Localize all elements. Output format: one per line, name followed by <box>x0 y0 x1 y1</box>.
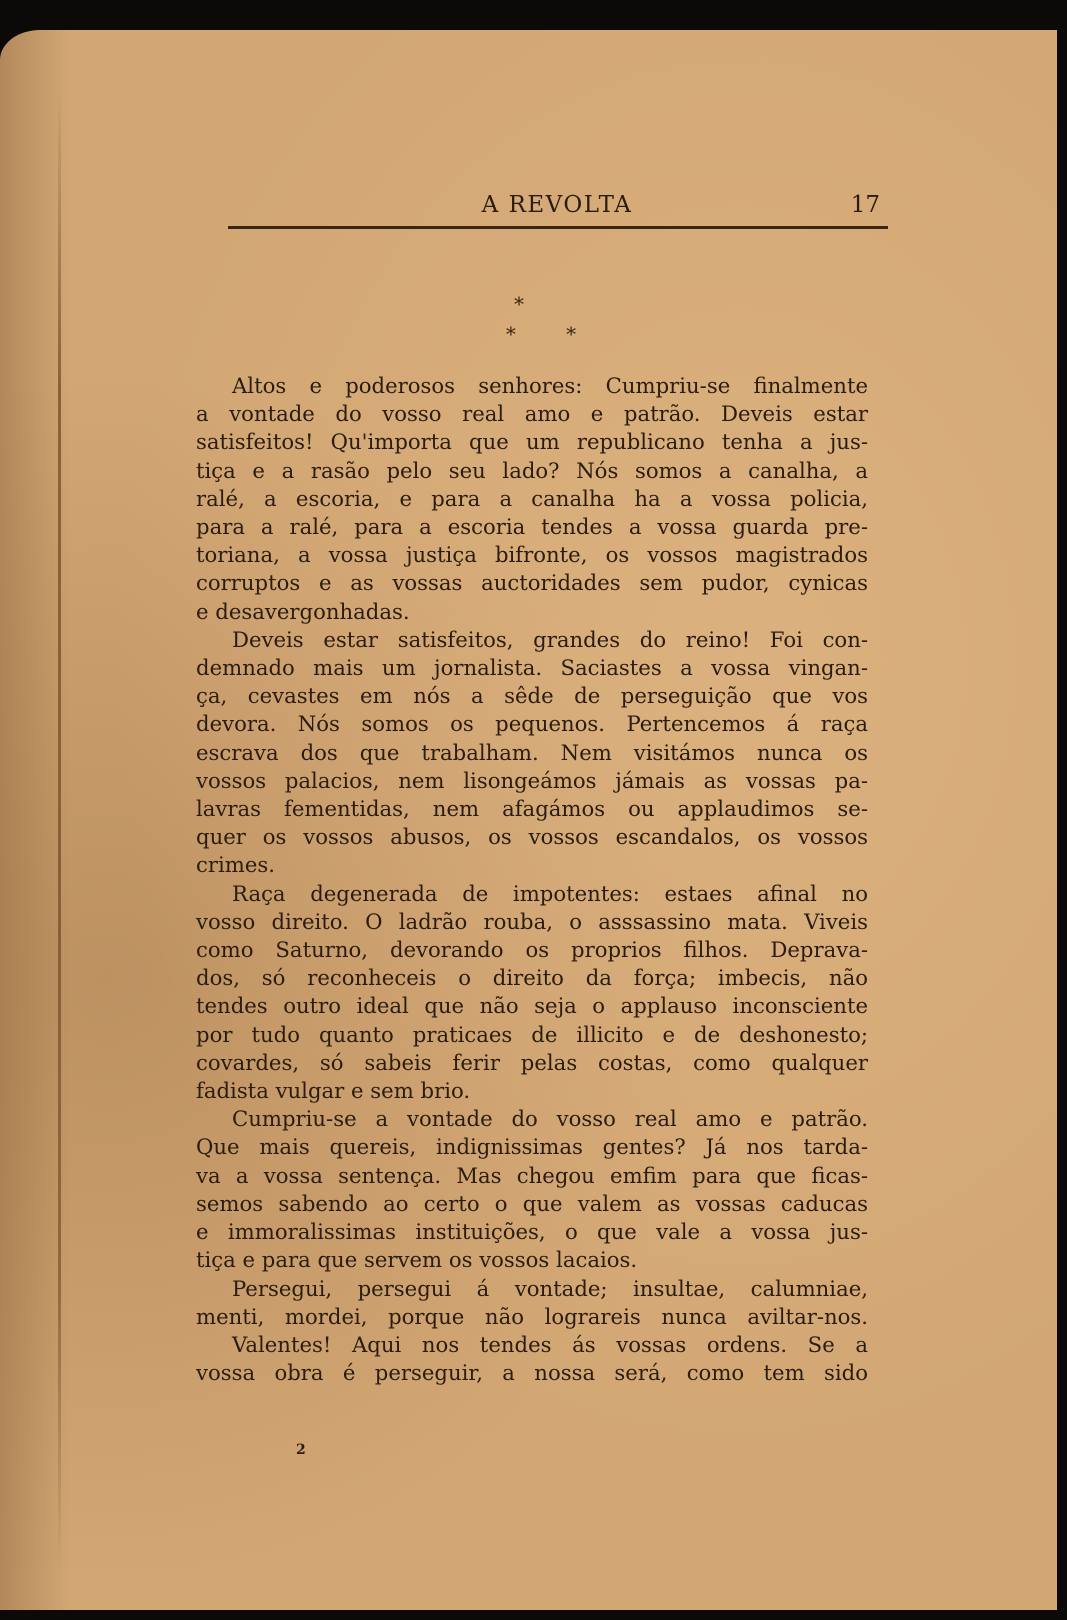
running-head <box>234 192 880 222</box>
text-line: dos, só reconheceis o direito da força; imbecis, não <box>196 965 868 991</box>
text-line: Valentes! Aqui nos tendes ás vossas ordens. Se a <box>232 1331 868 1357</box>
text-line: fadista vulgar e sem brio. <box>196 1078 471 1104</box>
text-line: corruptos e as vossas auctoridades sem pudor, cynicas <box>196 570 868 596</box>
text-line: semos sabendo ao certo o que valem as vossas caducas <box>196 1190 868 1216</box>
text-line: como Saturno, devorando os proprios filhos. Deprava- <box>196 937 868 963</box>
text-line: escrava dos que trabalham. Nem visitámos nunca os <box>196 739 868 765</box>
text-line: e desavergonhadas. <box>196 598 410 624</box>
text-line: Deveis estar satisfeitos, grandes do reino! Foi con- <box>232 626 868 652</box>
signature-mark: 2 <box>296 1442 306 1458</box>
text-line: ça, cevastes em nós a sêde de perseguição que vos <box>196 683 868 709</box>
page-gutter-edge <box>58 90 61 1570</box>
text-line: para a ralé, para a escoria tendes a vossa guarda pre- <box>196 514 868 540</box>
text-line: vossos palacios, nem lisongeámos jámais as vossas pa- <box>196 767 868 793</box>
text-line: Que mais quereis, indignissimas gentes? Já nos tarda- <box>196 1134 868 1160</box>
text-line: menti, mordei, porque não lograreis nunca aviltar-nos. <box>196 1303 868 1329</box>
text-line: demnado mais um jornalista. Saciastes a vossa vingan- <box>196 655 868 681</box>
page-number: 17 <box>850 192 880 218</box>
asterism-top: * <box>514 292 546 316</box>
text-line: vosso direito. O ladrão rouba, o asssassino mata. Viveis <box>196 908 868 934</box>
text-line: crimes. <box>196 852 276 878</box>
text-line: por tudo quanto praticaes de illicito e de deshonesto; <box>196 1021 868 1047</box>
text-line: tiça e para que servem os vossos lacaios. <box>196 1247 638 1273</box>
text-line: ralé, a escoria, e para a canalha ha a vossa policia, <box>196 485 868 511</box>
header-rule <box>228 226 888 229</box>
text-line: tiça e a rasão pelo seu lado? Nós somos a canalha, a <box>196 457 868 483</box>
asterism-bottom: * * <box>505 322 599 346</box>
text-line: quer os vossos abusos, os vossos escandalos, os vossos <box>196 824 868 850</box>
text-line: satisfeitos! Qu'importa que um republicano tenha a jus- <box>196 429 868 455</box>
book-page <box>0 30 1057 1610</box>
text-line: Altos e poderosos senhores: Cumpriu-se finalmente <box>232 373 868 398</box>
text-line: e immoralissimas instituições, o que vale a vossa jus- <box>196 1219 868 1245</box>
text-line: lavras fementidas, nem afagámos ou applaudimos se- <box>196 796 868 822</box>
text-line: tendes outro ideal que não seja o applauso inconsciente <box>196 993 868 1019</box>
text-line: covardes, só sabeis ferir pelas costas, como qualquer <box>196 1049 868 1075</box>
text-line: Cumpriu-se a vontade do vosso real amo e patrão. <box>232 1106 868 1132</box>
text-line: devora. Nós somos os pequenos. Pertencemos á raça <box>196 711 868 737</box>
text-line: Raça degenerada de impotentes: estaes afinal no <box>232 880 868 906</box>
text-line: a vontade do vosso real amo e patrão. Deveis estar <box>196 401 868 427</box>
running-title: A REVOLTA <box>481 192 633 218</box>
text-line: toriana, a vossa justiça bifronte, os vossos magistrados <box>196 542 868 568</box>
body-text <box>196 372 868 1387</box>
text-line: va a vossa sentença. Mas chegou emfim para que ficas- <box>196 1162 868 1188</box>
text-line: Persegui, persegui á vontade; insultae, calumniae, <box>232 1275 868 1301</box>
text-line: vossa obra é perseguir, a nossa será, como tem sido <box>196 1360 868 1386</box>
